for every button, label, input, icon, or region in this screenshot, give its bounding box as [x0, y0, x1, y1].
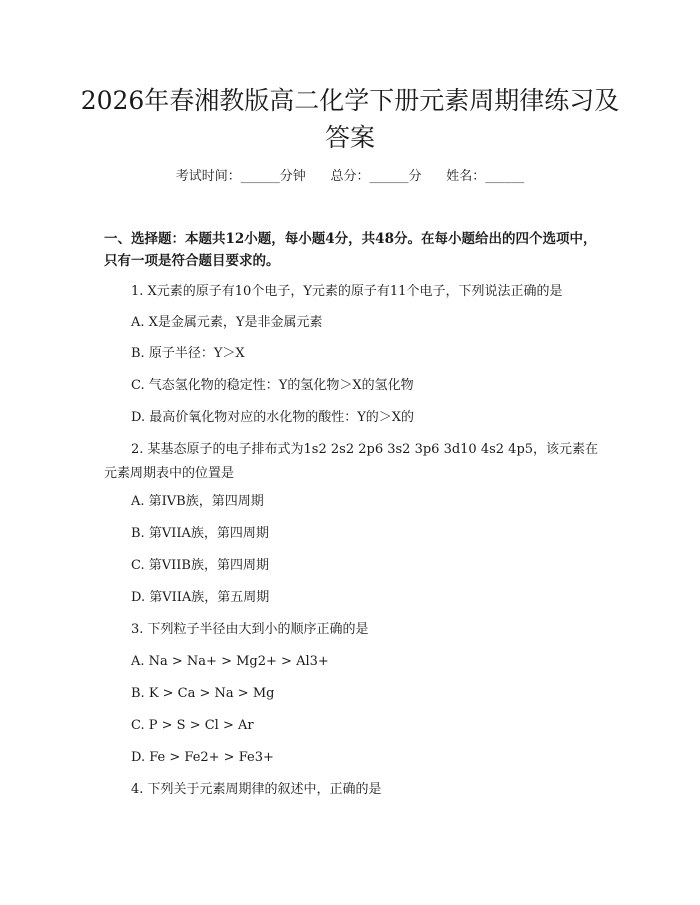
question-4-stem: 4. 下列关于元素周期律的叙述中，正确的是: [131, 782, 382, 797]
document-title: 2026年春湘教版高二化学下册元素周期律练习及答案: [80, 86, 620, 152]
question-1-option-d: D. 最高价氧化物对应的水化物的酸性：Y的＞X的: [131, 410, 415, 425]
question-2-option-a: A. 第IVB族，第四周期: [131, 494, 264, 509]
section-heading: 一、选择题：本题共12小题，每小题4分，共48分。在每小题给出的四个选项中，只有一项是符合题目要求的。: [104, 231, 597, 269]
question-2-option-c: C. 第VIIB族，第四周期: [131, 558, 269, 573]
question-3-option-a: A. Na > Na+ > Mg2+ > Al3+: [131, 654, 329, 669]
question-3-option-b: B. K > Ca > Na > Mg: [131, 686, 275, 701]
question-2-option-d: D. 第VIIA族，第五周期: [131, 590, 270, 605]
question-1-option-c: C. 气态氢化物的稳定性：Y的氢化物＞X的氢化物: [131, 378, 414, 393]
question-1-option-a: A. X是金属元素，Y是非金属元素: [131, 315, 323, 330]
question-2-option-b: B. 第VIIA族，第四周期: [131, 526, 269, 541]
question-1-stem: 1. X元素的原子有10个电子，Y元素的原子有11个电子，下列说法正确的是: [131, 284, 563, 299]
question-3-option-c: C. P > S > Cl > Ar: [131, 718, 254, 733]
question-3-stem: 3. 下列粒子半径由大到小的顺序正确的是: [131, 622, 369, 637]
question-3-option-d: D. Fe > Fe2+ > Fe3+: [131, 750, 274, 765]
exam-info-line: 考试时间：______分钟 总分：______分 姓名：______: [175, 169, 525, 184]
question-2-stem: 2. 某基态原子的电子排布式为1s2 2s2 2p6 3s2 3p6 3d10 4s2 4p5，该元素在元素周期表中的位置是: [104, 442, 599, 481]
question-1-option-b: B. 原子半径：Y＞X: [131, 346, 245, 361]
